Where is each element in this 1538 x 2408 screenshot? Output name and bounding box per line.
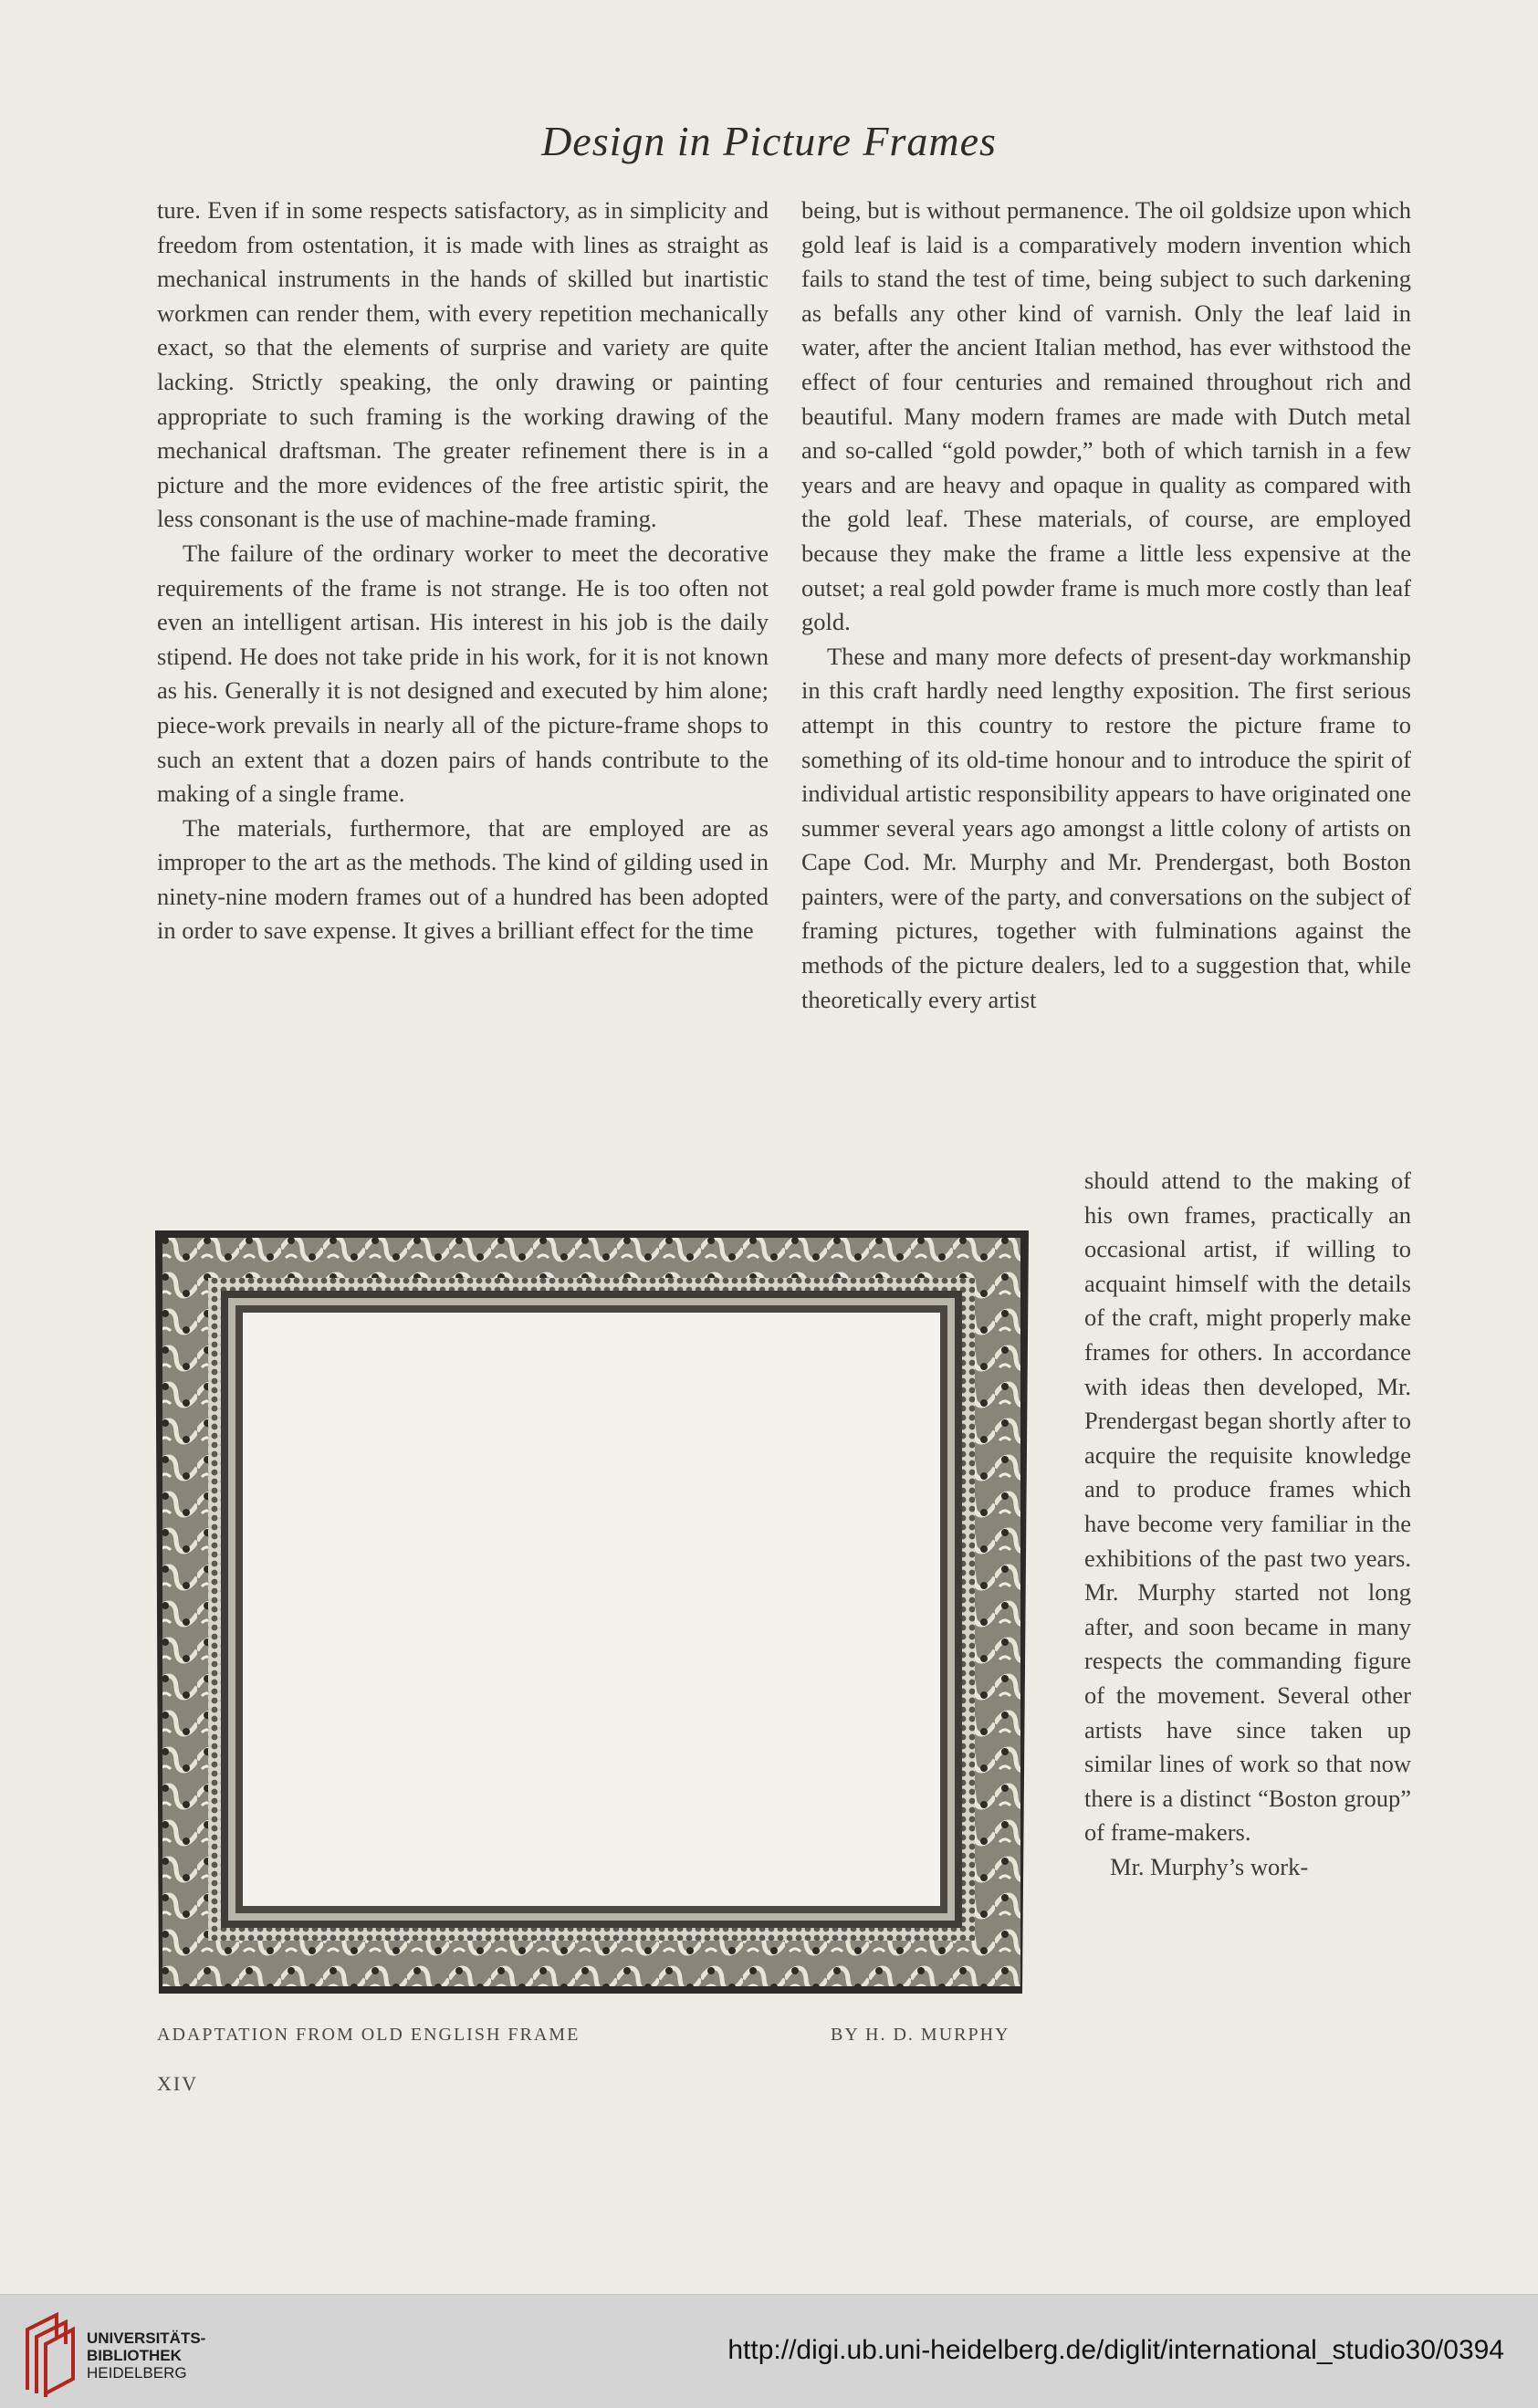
paragraph: should attend to the making of his own frames, practically an occasional artist, if willing to acquaint himself with the details of the craft, might properly make frames for others. In accordance with ideas then developed, Mr. Prendergast began shortly after to acquire the requisite knowledge and to produce frames which have become very familiar in the exhibitions of the past two years. Mr. Murphy started not long after, and soon became in many respects the commanding figure of the movement. Several other artists have since taken up similar lines of work so that now there is a distinct “Boston group” of frame-makers.: [1084, 1167, 1411, 1847]
paragraph: ture. Even if in some respects satisfactory, as in simplicity and freedom from ostentation, it is made with lines as straight as mechanical instruments in the hands of skilled but inartistic workmen can render them, with every repetition mechanically exact, so that the elements of surprise and variety are quite lacking. Strictly speaking, the only drawing or painting appropriate to such framing is the working drawing of the mechanical draftsman. The greater refinement there is in a picture and the more evidences of the free artistic spirit, the less consonant is the use of machine-made framing.: [157, 196, 769, 533]
paragraph: being, but is without permanence. The oil goldsize upon which gold leaf is laid is a comparatively modern invention which fails to stand the test of time, being subject to such darkening as befalls any other kind of varnish. Only the leaf laid in water, after the ancient Italian method, has ever withstood the effect of four centuries and remained throughout rich and beautiful. Many modern frames are made with Dutch metal and so-called “gold powder,” both of which tarnish in a few years and are heavy and opaque in quality as compared with the gold leaf. These materials, of course, are employed because they make the frame a little less expensive at the outset; a real gold powder frame is much more costly than leaf gold.: [801, 196, 1411, 636]
picture-frame-illustration: [155, 1230, 1029, 1994]
library-name-line: UNIVERSITÄTS-: [87, 2329, 206, 2347]
figure-credit: BY H. D. MURPHY: [831, 2025, 1010, 2045]
page-number: XIV: [157, 2072, 199, 2095]
library-name-line: HEIDELBERG: [87, 2364, 187, 2382]
figure-caption: ADAPTATION FROM OLD ENGLISH FRAME: [157, 2025, 581, 2045]
library-footer-bar: [0, 2294, 1538, 2408]
left-column: [157, 194, 769, 948]
paragraph-continuation: Mr. Murphy’s work-: [1110, 1852, 1309, 1880]
narrow-column: [1084, 1164, 1411, 1884]
library-name-line: BIBLIOTHEK: [87, 2347, 182, 2364]
paragraph: The failure of the ordinary worker to meet the decorative requirements of the frame is not strange. He is too often not even an intelligent artisan. His interest in his job is the daily stipend. He does not take pride in his work, for it is not known as his. Generally it is not designed and executed by him alone; piece-work prevails in nearly all of the picture-frame shops to such an extent that a dozen pairs of hands contribute to the making of a single frame.: [157, 539, 769, 808]
paragraph: The materials, furthermore, that are employed are as improper to the art as the methods. The kind of gilding used in ninety-nine modern frames out of a hundred has been adopted in order to save expense. It gives a brilliant effect for the time: [157, 813, 769, 945]
paragraph: These and many more defects of present-day workmanship in this craft hardly need lengthy exposition. The first serious attempt in this country to restore the picture frame to something of its old-time honour and to introduce the spirit of individual artistic responsibility appears to have originated one summer several years ago amongst a little colony of artists on Cape Cod. Mr. Murphy and Mr. Prendergast, both Boston painters, were of the party, and conversations on the subject of framing pictures, together with fulminations against the methods of the picture dealers, led to a suggestion that, while theoretically every artist: [801, 642, 1411, 1013]
source-url-link[interactable]: http://digi.ub.uni-heidelberg.de/diglit/international_studio30/0394: [727, 2335, 1504, 2365]
university-library-logo-icon: [20, 2309, 78, 2397]
page-title: Design in Picture Frames: [541, 118, 997, 164]
right-column: [801, 194, 1411, 1017]
library-name: [87, 2329, 205, 2382]
ornate-frame-image: [155, 1230, 1029, 1994]
